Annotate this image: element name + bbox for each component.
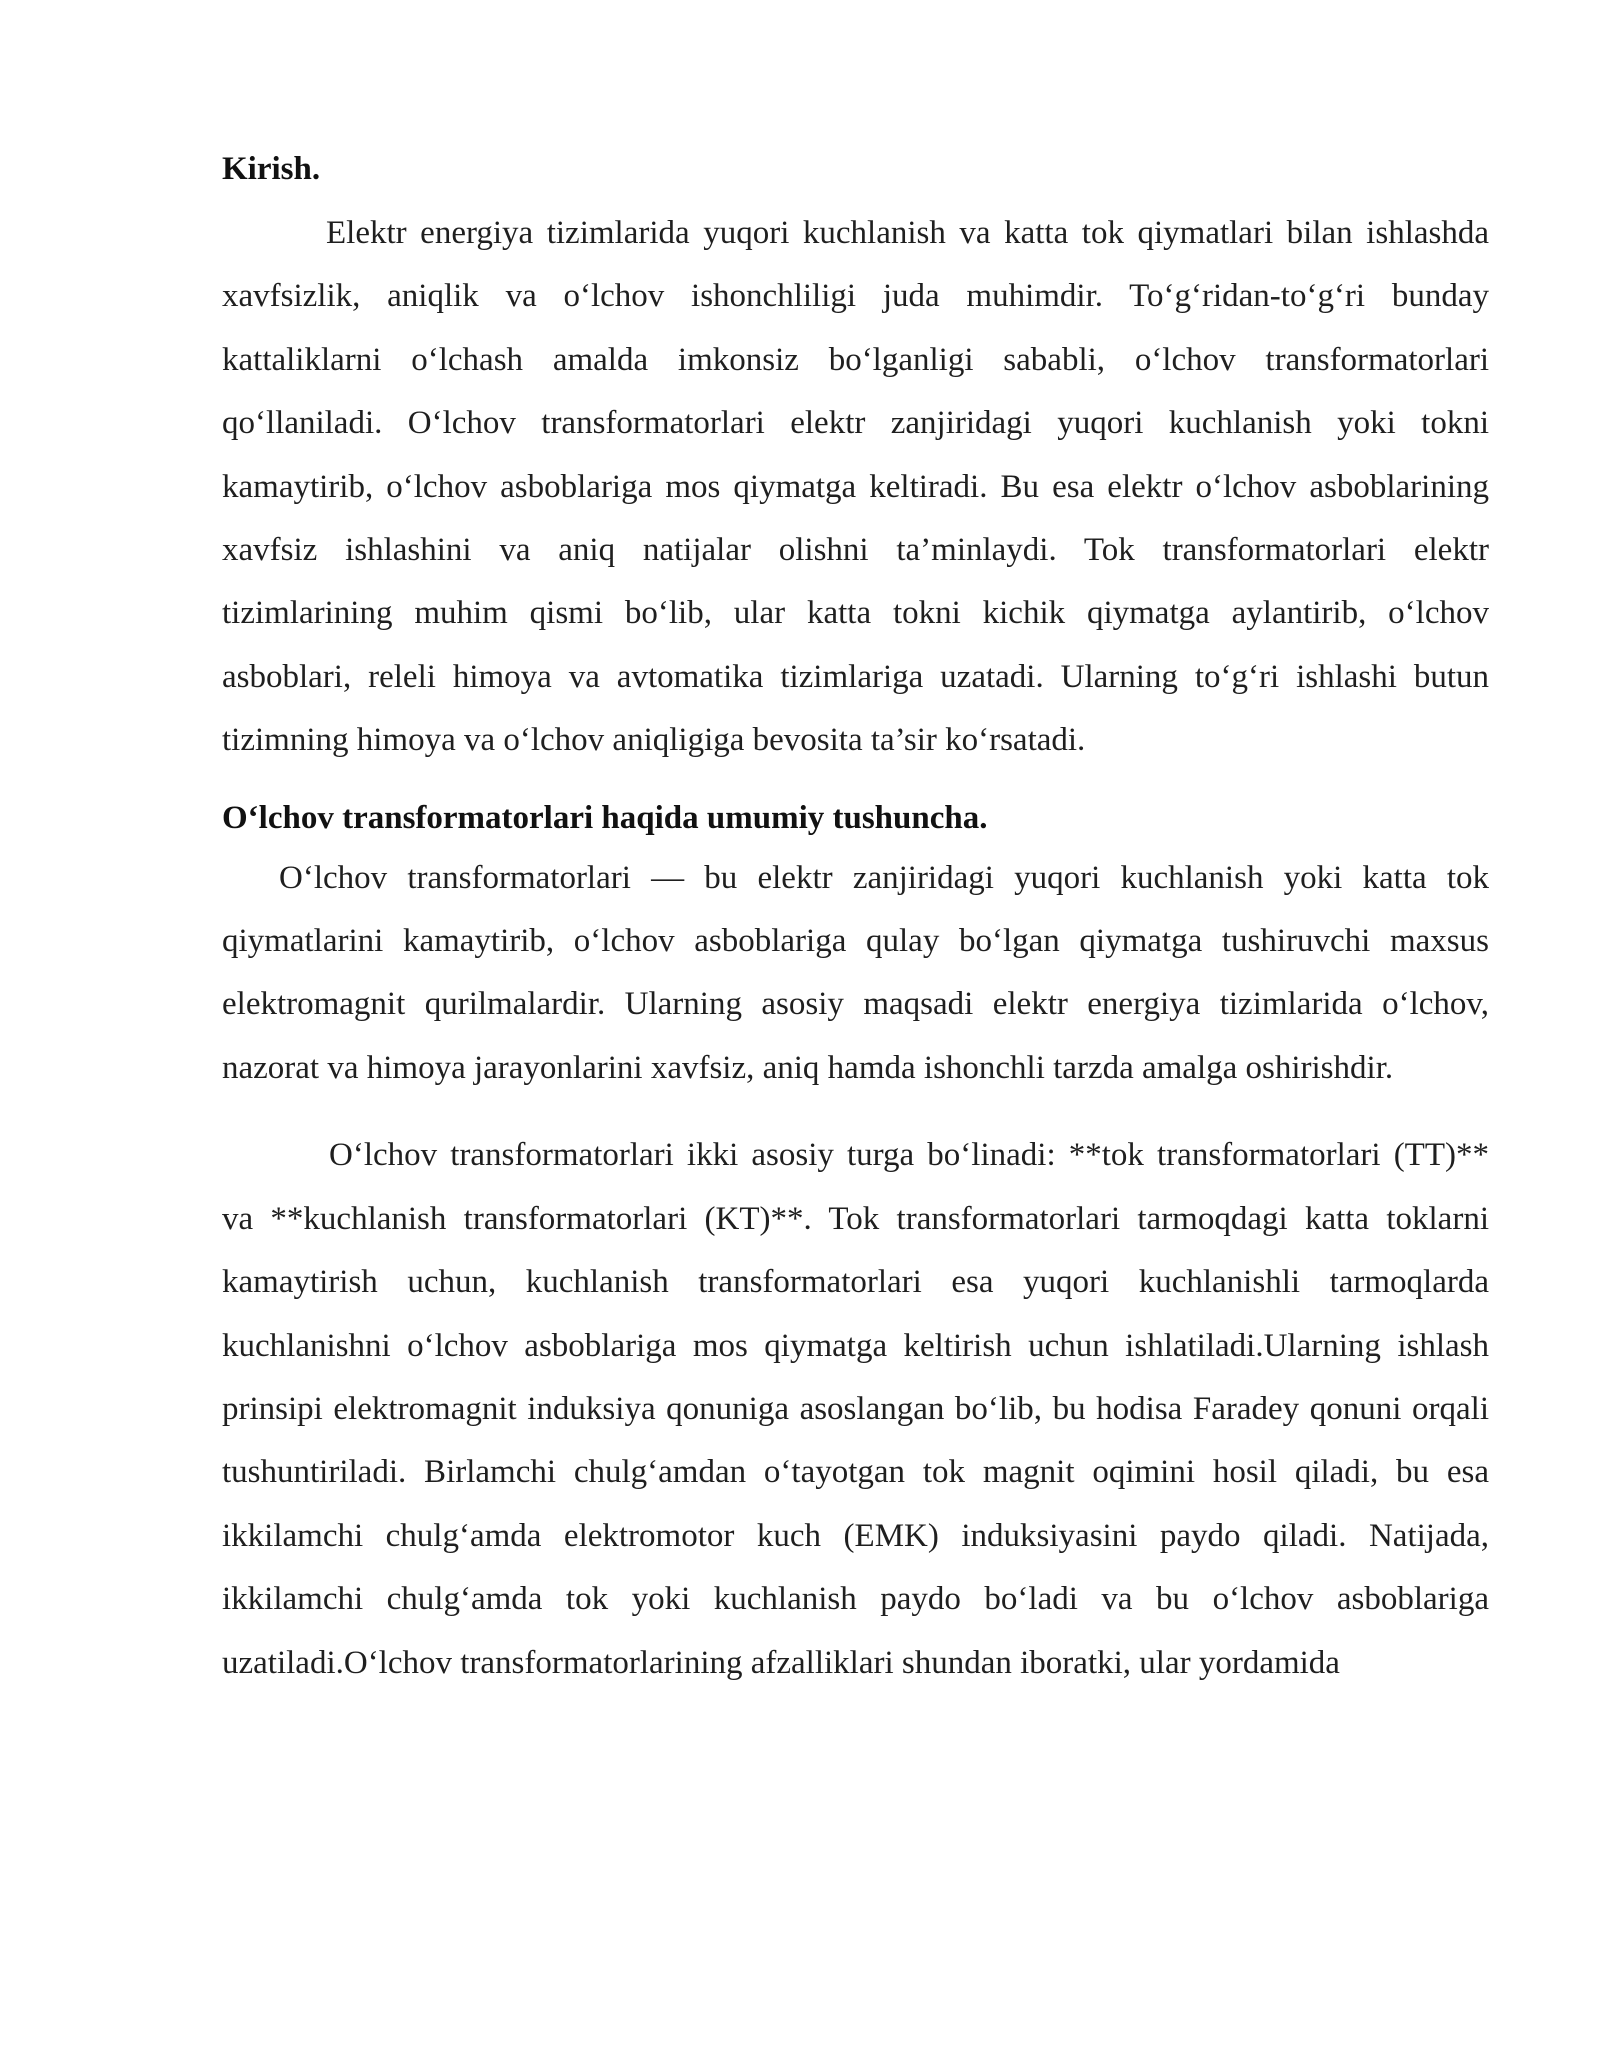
page-content: [222, 148, 1489, 1695]
intro-paragraph: Elektr energiya tizimlarida yuqori kuchlanish va katta tok qiymatlari bilan ishlashda xavfsizlik, aniqlik va o‘lchov ishonchliligi juda muhimdir. To‘g‘ridan-to‘g‘ri bunday kattaliklarni o‘lchash amalda imkonsiz bo‘lganligi sababli, o‘lchov transformatorlari qo‘llaniladi. O‘lchov transformatorlari elektr zanjiridagi yuqori kuchlanish yoki tokni kamaytirib, o‘lchov asboblariga mos qiymatga keltiradi. Bu esa elektr o‘lchov asboblarining xavfsiz ishlashini va aniq natijalar olishni ta’minlaydi. Tok transformatorlari elektr tizimlarining muhim qismi bo‘lib, ular katta tokni kichik qiymatga aylantirib, o‘lchov asboblari, releli himoya va avtomatika tizimlariga uzatadi. Ularning to‘g‘ri ishlashi butun tizimning himoya va o‘lchov aniqligiga bevosita ta’sir ko‘rsatadi.: [222, 215, 1489, 759]
definition-paragraph: O‘lchov transformatorlari — bu elektr zanjiridagi yuqori kuchlanish yoki katta tok qiymatlarini kamaytirib, o‘lchov asboblariga qulay bo‘lgan qiymatga tushiruvchi maxsus elektromagnit qurilmalardir. Ularning asosiy maqsadi elektr energiya tizimlarida o‘lchov, nazorat va himoya jarayonlarini xavfsiz, aniq hamda ishonchli tarzda amalga oshirishdir.: [222, 859, 1489, 1086]
types-paragraph: O‘lchov transformatorlari ikki asosiy turga bo‘linadi: **tok transformatorlari (TT)** va **kuchlanish transformatorlari (KT)**. Tok transformatorlari tarmoqdagi katta toklarni kamaytirish uchun, kuchlanish transformatorlari esa yuqori kuchlanishli tarmoqlarda kuchlanishni o‘lchov asboblariga mos qiymatga keltirish uchun ishlatiladi.Ularning ishlash prinsipi elektromagnit induksiya qonuniga asoslangan bo‘lib, bu hodisa Faradey qonuni orqali tushuntiriladi. Birlamchi chulg‘amdan o‘tayotgan tok magnit oqimini hosil qiladi, bu esa ikkilamchi chulg‘amda elektromotor kuch (EMK) induksiyasini paydo qiladi. Natijada, ikkilamchi chulg‘amda tok yoki kuchlanish paydo bo‘ladi va bu o‘lchov asboblariga uzatiladi.O‘lchov transformatorlarining afzalliklari shundan iboratki, ular yordamida: [222, 1137, 1489, 1681]
section-heading-kirish: Kirish.: [222, 151, 321, 187]
section-heading-general-concept: O‘lchov transformatorlari haqida umumiy tushuncha.: [222, 799, 988, 836]
